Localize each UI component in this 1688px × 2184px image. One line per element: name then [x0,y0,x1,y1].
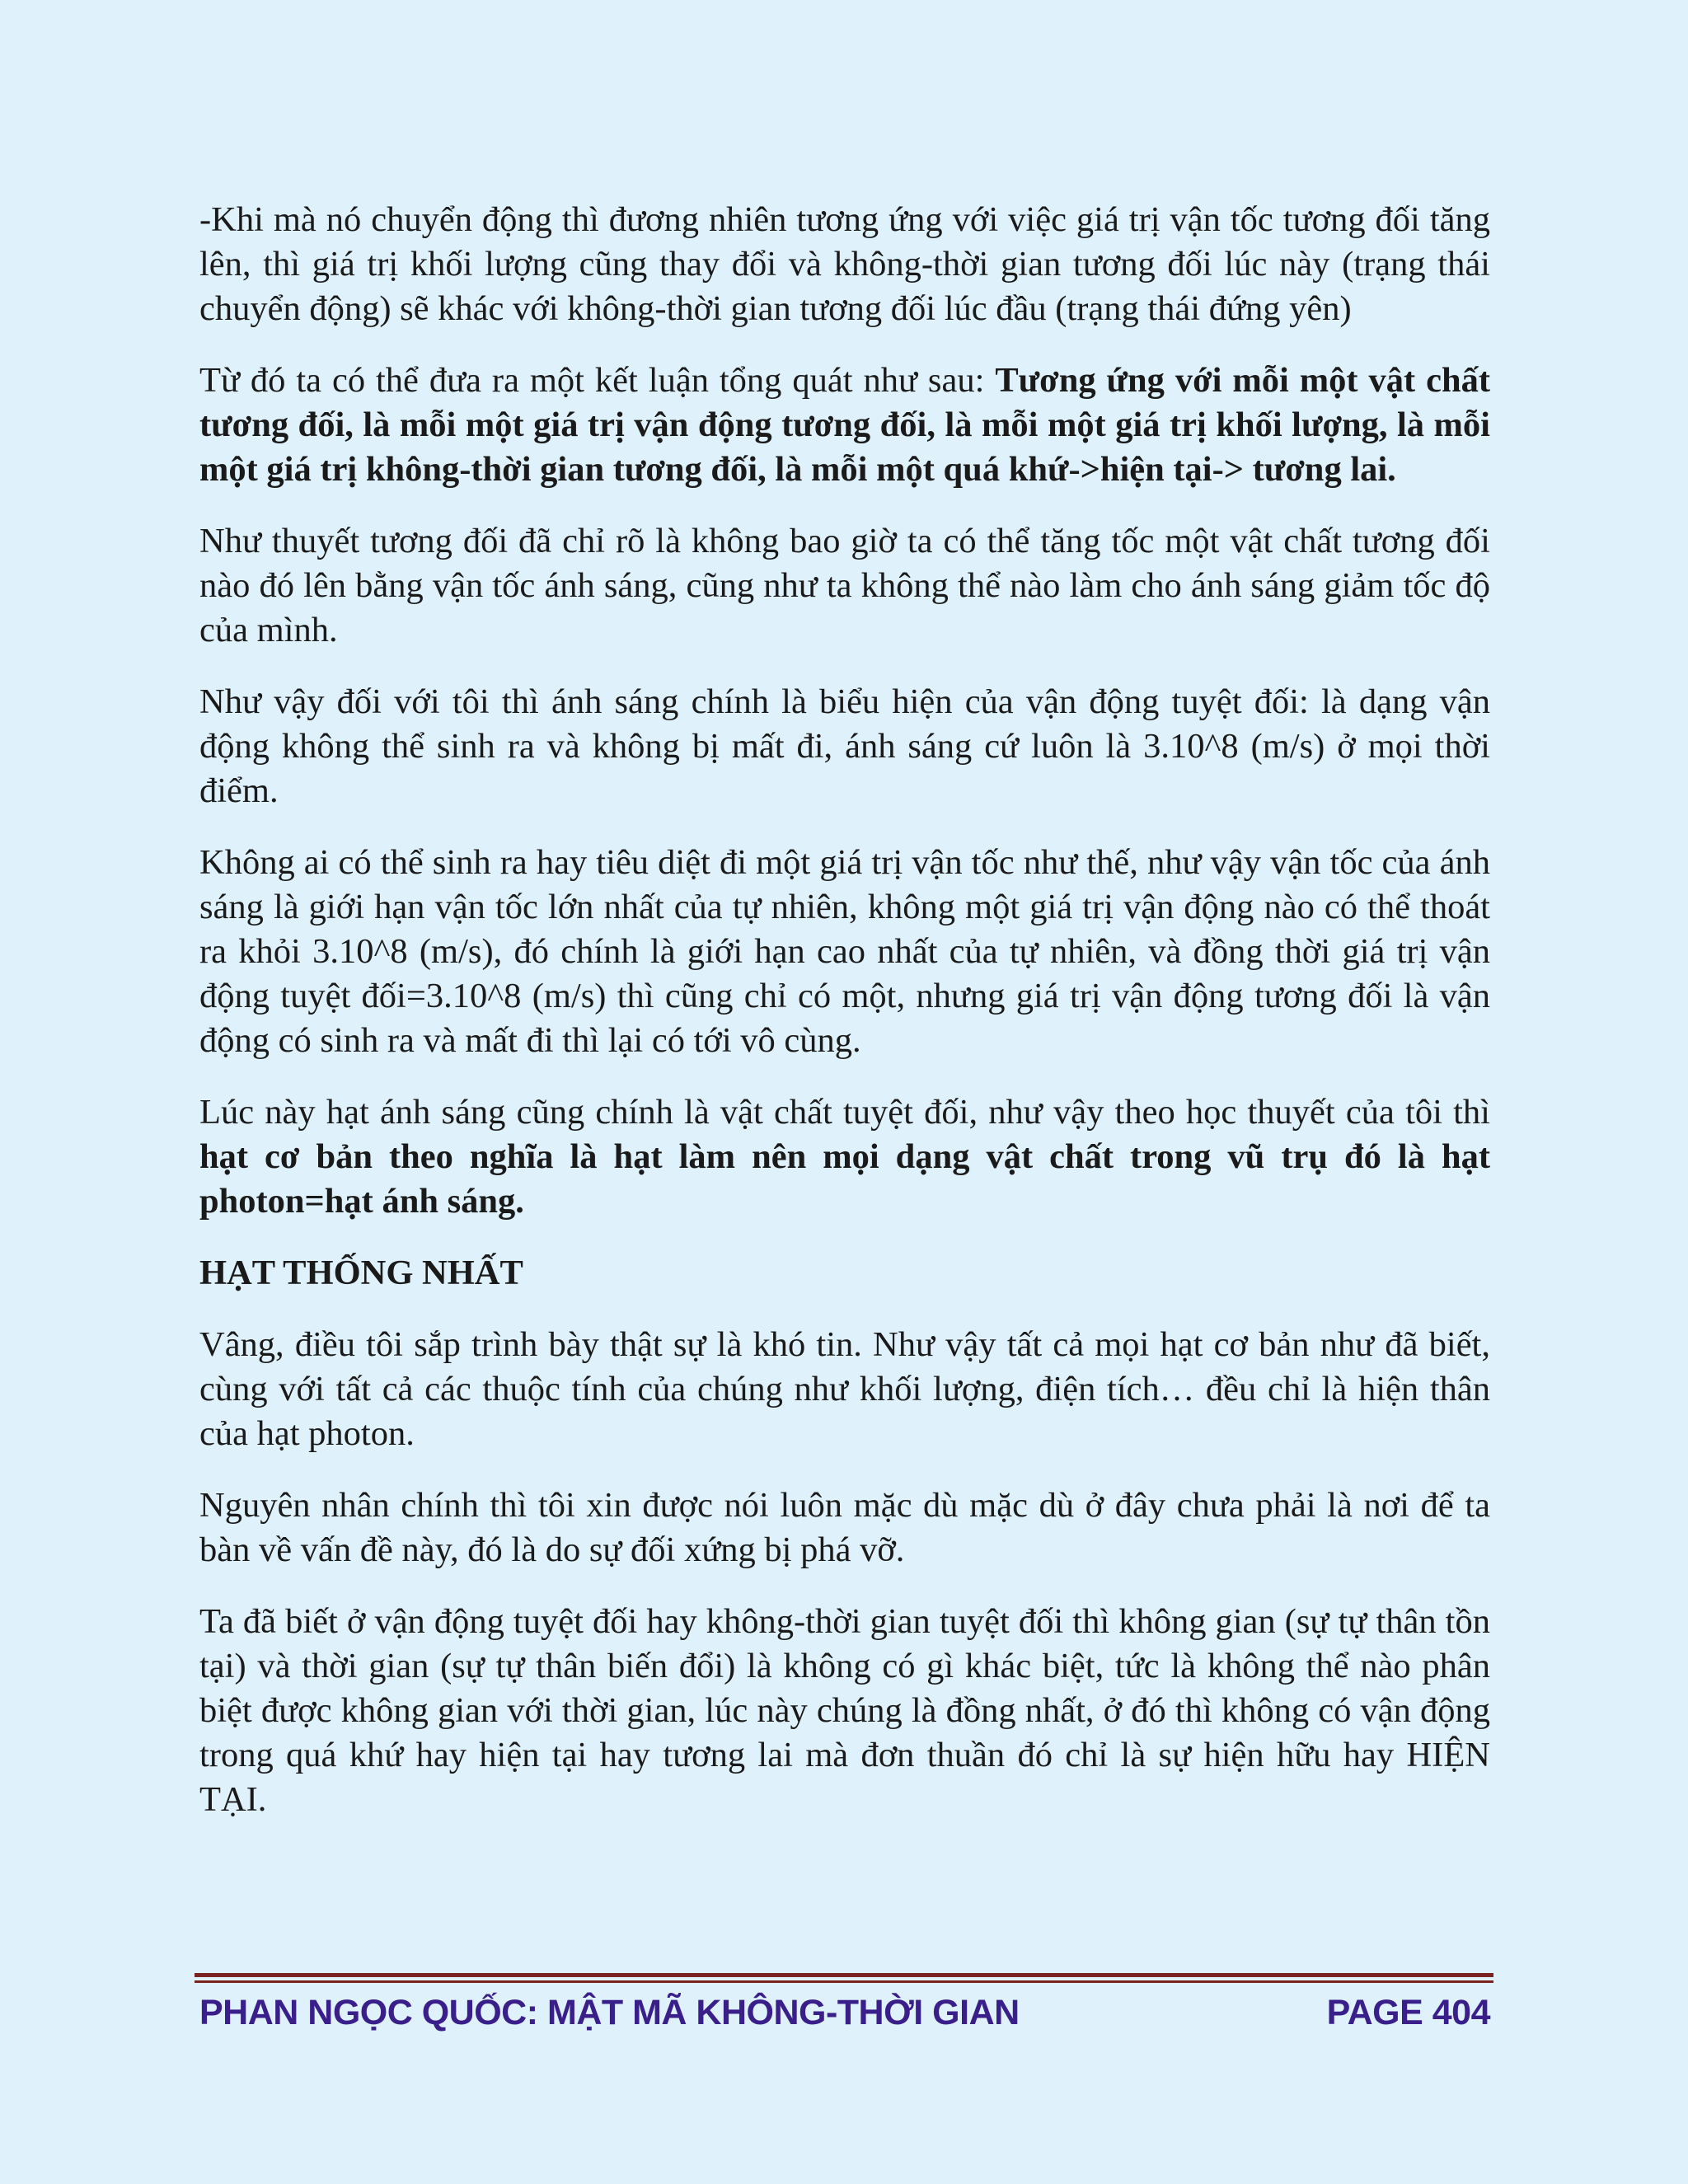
footer-divider [195,1980,1493,1983]
paragraph-text: Như thuyết tương đối đã chỉ rõ là không bao giờ ta có thể tăng tốc một vật chất tương đối nào đó lên bằng vận tốc ánh sáng, cũng như ta không thể nào làm cho ánh sáng giảm tốc độ của mình. [199,522,1490,649]
paragraph-bold-text: hạt cơ bản theo nghĩa là hạt làm nên mọi dạng vật chất trong vũ trụ đó là hạt photon=hạt ánh sáng. [199,1137,1490,1221]
paragraph [199,841,1490,1063]
paragraph-text: Vâng, điều tôi sắp trình bày thật sự là khó tin. Như vậy tất cả mọi hạt cơ bản như đã biết, cùng với tất cả các thuộc tính của chúng như khối lượng, điện tích… đều chỉ là hiện thân của hạt photon. [199,1325,1490,1453]
paragraph-text: Không ai có thể sinh ra hay tiêu diệt đi một giá trị vận tốc như thế, như vậy vận tốc của ánh sáng là giới hạn vận tốc lớn nhất của tự nhiên, không một giá trị vận động nào có thể thoát ra khỏi 3.10^8 (m/s), đó chính là giới hạn cao nhất của tự nhiên, và đồng thời giá trị vận động tuyệt đối=3.10^8 (m/s) thì cũng chỉ có một, nhưng giá trị vận động tương đối là vận động có sinh ra và mất đi thì lại có tới vô cùng. [199,843,1490,1060]
paragraph [199,519,1490,653]
paragraph-text: Nguyên nhân chính thì tôi xin được nói luôn mặc dù mặc dù ở đây chưa phải là nơi để ta bàn về vấn đề này, đó là do sự đối xứng bị phá vỡ. [199,1486,1490,1569]
paragraph [199,1600,1490,1822]
paragraph-bold-text: Tương ứng với mỗi một vật chất tương đối, là mỗi một giá trị vận động tương đối, là mỗi một giá trị khối lượng, là mỗi một giá trị không-thời gian tương đối, là mỗi một quá khứ->hiện tại-> tương lai. [199,361,1490,489]
paragraph [199,359,1490,492]
paragraph-text: Như vậy đối với tôi thì ánh sáng chính là biểu hiện của vận động tuyệt đối: là dạng vận động không thể sinh ra và không bị mất đi, ánh sáng cứ luôn là 3.10^8 (m/s) ở mọi thời điểm. [199,682,1490,810]
paragraph-text: Lúc này hạt ánh sáng cũng chính là vật chất tuyệt đối, như vậy theo học thuyết của tôi thì [199,1093,1490,1132]
paragraph [199,680,1490,813]
page-number: PAGE 404 [1326,1993,1490,2032]
page-footer [199,1988,1490,2037]
paragraph-text: Ta đã biết ở vận động tuyệt đối hay không-thời gian tuyệt đối thì không gian (sự tự thân tồn tại) và thời gian (sự tự thân biến đổi) là không có gì khác biệt, tức là không thể nào phân biệt được không gian với thời gian, lúc này chúng là đồng nhất, ở đó thì không có vận động trong quá khứ hay hiện tại hay tương lai mà đơn thuần đó chỉ là sự hiện hữu hay HIỆN TẠI. [199,1602,1490,1819]
paragraph [199,1090,1490,1224]
body-content [199,198,1490,1849]
paragraph-text: Từ đó ta có thể đưa ra một kết luận tổng quát như sau: [199,361,996,400]
paragraph [199,198,1490,331]
paragraph-text: -Khi mà nó chuyển động thì đương nhiên tương ứng với việc giá trị vận tốc tương đối tăng lên, thì giá trị khối lượng cũng thay đổi và không-thời gian tương đối lúc này (trạng thái chuyển động) sẽ khác với không-thời gian tương đối lúc đầu (trạng thái đứng yên) [199,200,1490,328]
section-heading: HẠT THỐNG NHẤT [199,1254,523,1292]
paragraph [199,1483,1490,1572]
footer-divider [195,1973,1493,1977]
paragraph [199,1323,1490,1456]
footer-title: PHAN NGỌC QUỐC: MẬT MÃ KHÔNG-THỜI GIAN [199,1993,1020,2032]
